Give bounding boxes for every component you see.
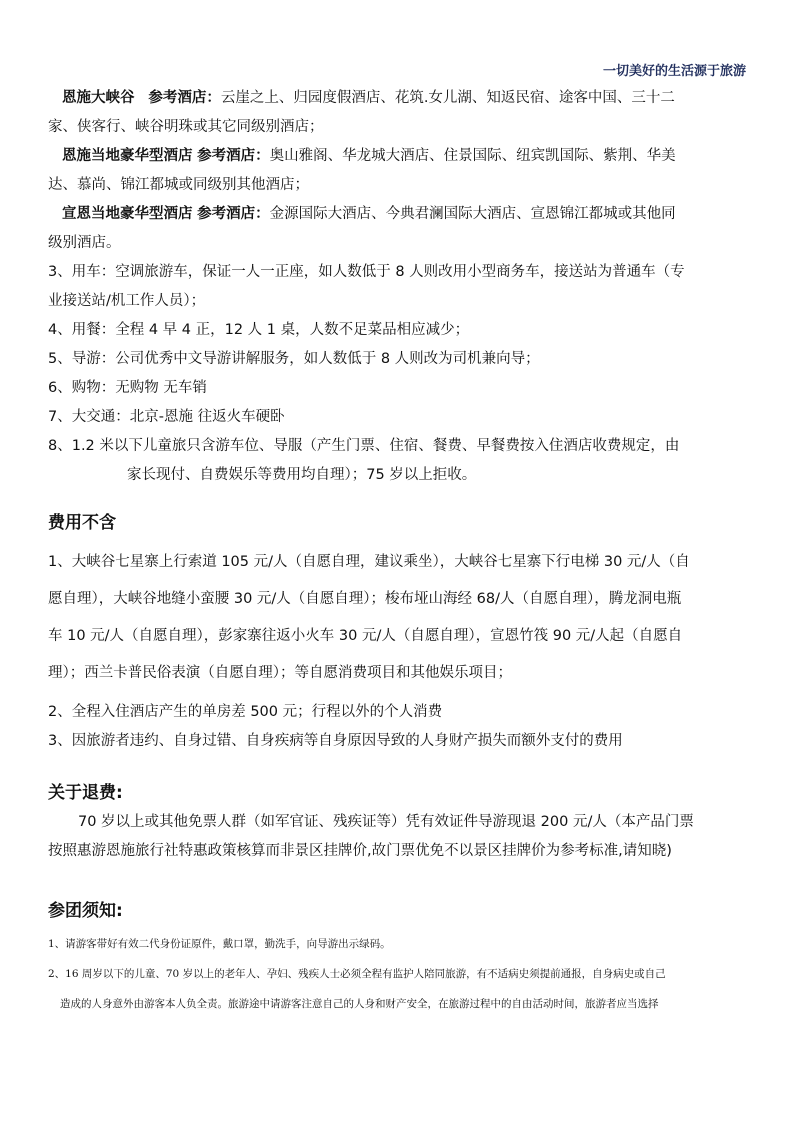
hotel-section [48,84,748,258]
notice-section [48,896,748,1016]
include-item-6: 6、购物：无购物 无车销 [48,380,207,396]
hotel-list: 奥山雅阁、华龙城大酒店、住景国际、纽宾凯国际、紫荆、华美 [269,148,676,164]
hotel-enshi-line2: 达、慕尚、锦江都城或同级别其他酒店； [48,177,309,193]
include-item-8-line1: 8、1.2 米以下儿童旅只含游车位、导服（产生门票、住宿、餐费、早餐费按入住酒店收费规定，由 [48,438,680,454]
document-content [48,84,748,1016]
hotel-grand-canyon-line1 [48,84,748,113]
refund-title: 关于退费: [48,783,123,803]
include-item-7: 7、大交通：北京-恩施 往返火车硬卧 [48,409,285,425]
exclude-item-1-line4: 理）；西兰卡普民俗表演（自愿自理）；等自愿消费项目和其他娱乐项目； [48,665,512,681]
notice-item-2-line2: 造成的人身意外由游客本人负全责。旅游途中请游客注意自己的人身和财产安全，在旅游过程中的自由活动时间，旅游者应当选择 [60,998,659,1010]
include-item-5: 5、导游：公司优秀中文导游讲解服务，如人数低于 8 人则改为司机兼向导； [48,351,540,367]
notice-item-2-line1: 2、16 周岁以下的儿童、70 岁以上的老年人、孕妇、残疾人士必须全程有监护人陪同旅游，有不适病史须提前通报，自身病史或自己 [48,968,666,980]
excludes-section [48,506,748,756]
include-item-3-line2: 业接送站/机工作人员）； [48,293,206,309]
notice-list [48,932,748,1016]
hotel-grand-canyon-line2: 家、侠客行、峡谷明珠或其它同级别酒店； [48,119,324,135]
hotel-list: 云崖之上、归园度假酒店、花筑.女儿湖、知返民宿、途客中国、三十二 [220,90,675,106]
refund-section [48,778,748,866]
header-slogan: 一切美好的生活源于旅游 [602,64,746,79]
exclude-item-2: 2、全程入住酒店产生的单房差 500 元；行程以外的个人消费 [48,704,443,720]
excludes-title: 费用不含 [48,513,116,533]
hotel-xuanen-line2: 级别酒店。 [48,235,121,251]
hotel-label: 参考酒店： [197,148,270,164]
hotel-label: 参考酒店： [197,206,270,222]
exclude-item-1-line1: 1、大峡谷七星寨上行索道 105 元/人（自愿自理，建议乘坐），大峡谷七星寨下行电梯 30 元/人（自 [48,554,690,570]
include-item-4: 4、用餐：全程 4 早 4 正，12 人 1 桌，人数不足菜品相应减少； [48,322,470,338]
notice-item-1: 1、请游客带好有效二代身份证原件，戴口罩，勤洗手，向导游出示绿码。 [48,938,391,950]
includes-section [48,258,748,490]
hotel-place: 宣恩当地豪华型酒店 [62,206,193,222]
notice-title: 参团须知: [48,901,123,921]
include-item-8-line2: 家长现付、自费娱乐等费用均自理）；75 岁以上拒收。 [127,467,477,483]
hotel-label: 参考酒店： [148,90,221,106]
excludes-list [48,544,748,756]
hotel-enshi-line1 [48,142,748,171]
refund-line1: 70 岁以上或其他免票人群（如军官证、残疾证等）凭有效证件导游现退 200 元/人（本产品门票 [78,814,694,830]
exclude-item-1-line3: 车 10 元/人（自愿自理），彭家寨往返小火车 30 元/人（自愿自理），宣恩竹筏 90 元/人起（自愿自 [48,628,683,644]
hotel-list: 金源国际大酒店、今典君澜国际大酒店、宣恩锦江都城或其他同 [269,206,676,222]
exclude-item-3: 3、因旅游者违约、自身过错、自身疾病等自身原因导致的人身财产损失而额外支付的费用 [48,733,623,749]
exclude-item-1-line2: 愿自理），大峡谷地缝小蛮腰 30 元/人（自愿自理）；梭布垭山海经 68/人（自愿自理），腾龙洞电瓶 [48,591,682,607]
hotel-place: 恩施大峡谷 [62,90,135,106]
refund-line2: 按照惠游恩施旅行社特惠政策核算而非景区挂牌价,故门票优免不以景区挂牌价为参考标准,请知晓) [48,843,672,859]
hotel-place: 恩施当地豪华型酒店 [62,148,193,164]
include-item-3-line1: 3、用车：空调旅游车，保证一人一正座，如人数低于 8 人则改用小型商务车，接送站为普通车（专 [48,264,685,280]
hotel-xuanen-line1 [48,200,748,229]
